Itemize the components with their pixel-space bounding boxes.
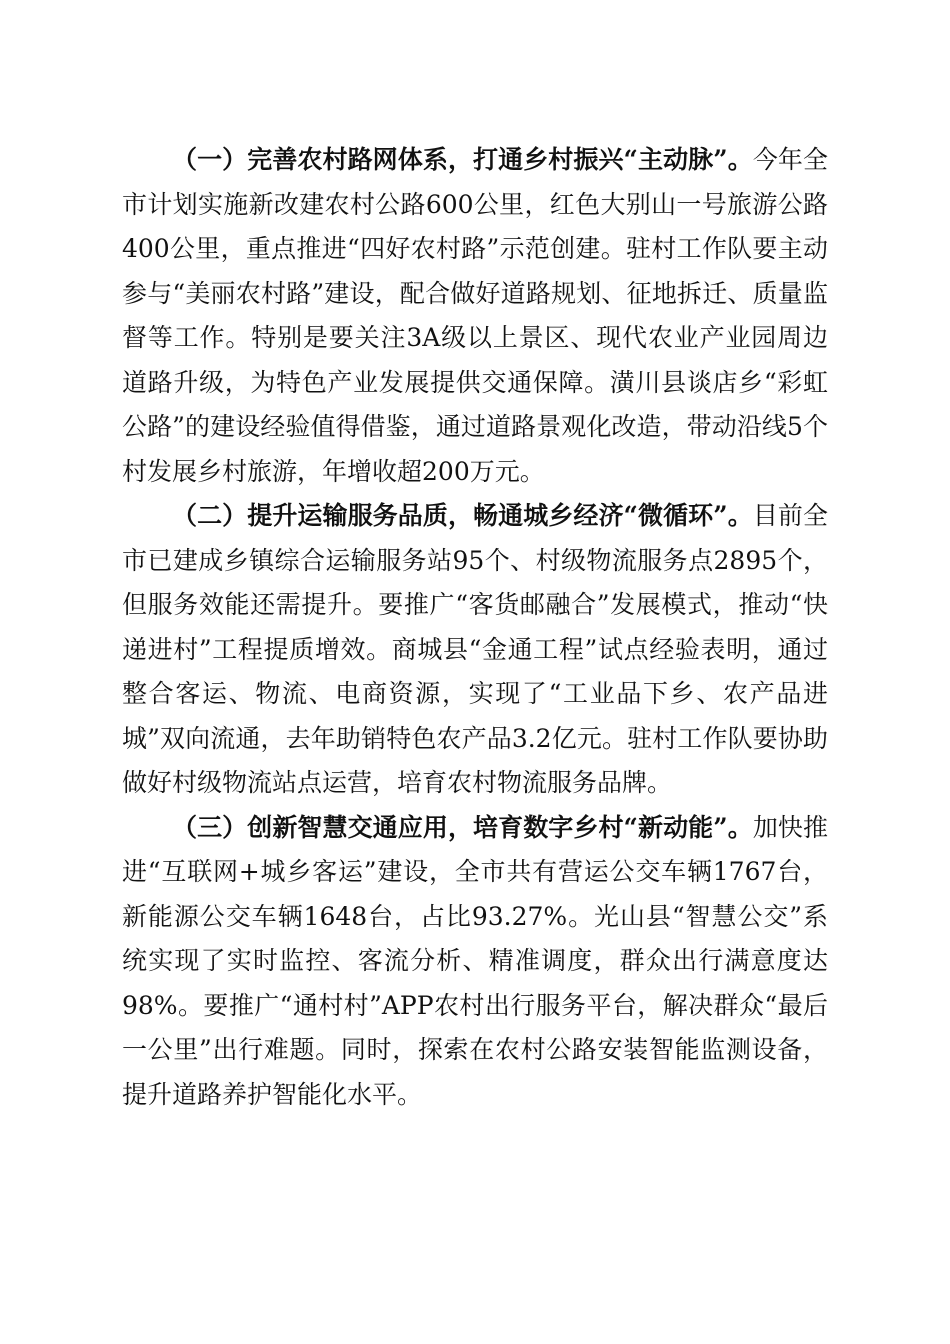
paragraph-body: 加快推进“互联网+城乡客运”建设，全市共有营运公交车辆1767台，新能源公交车辆1648台，占比93.27%。光山县“智慧公交”系统实现了实时监控、客流分析、精准调度，群众出行满意度达98%。要推广“通村村”APP农村出行服务平台，解决群众“最后一公里”出行难题。同时，探索在农村公路安装智能监测设备，提升道路养护智能化水平。 (122, 812, 828, 1109)
paragraph-body: 目前全市已建成乡镇综合运输服务站95个、村级物流服务点2895个，但服务效能还需提升。要推广“客货邮融合”发展模式，推动“快递进村”工程提质增效。商城县“金通工程”试点经验表明，通过整合客运、物流、电商资源，实现了“工业品下乡、农产品进城”双向流通，去年助销特色农产品3.2亿元。驻村工作队要协助做好村级物流站点运营，培育农村物流服务品牌。 (122, 501, 828, 797)
document-page (122, 138, 828, 1117)
paragraph-transport-service (122, 494, 828, 806)
paragraph-rural-road-network (122, 138, 828, 494)
paragraph-smart-transport (122, 806, 828, 1118)
paragraph-heading: （一）完善农村路网体系，打通乡村振兴“主动脉”。 (172, 145, 753, 174)
paragraph-body: 今年全市计划实施新改建农村公路600公里，红色大别山一号旅游公路400公里，重点推进“四好农村路”示范创建。驻村工作队要主动参与“美丽农村路”建设，配合做好道路规划、征地拆迁、质量监督等工作。特别是要关注3A级以上景区、现代农业产业园周边道路升级，为特色产业发展提供交通保障。潢川县谈店乡“彩虹公路”的建设经验值得借鉴，通过道路景观化改造，带动沿线5个村发展乡村旅游，年增收超200万元。 (122, 145, 828, 486)
paragraph-heading: （二）提升运输服务品质，畅通城乡经济“微循环”。 (172, 501, 753, 530)
paragraph-heading: （三）创新智慧交通应用，培育数字乡村“新动能”。 (172, 812, 753, 842)
